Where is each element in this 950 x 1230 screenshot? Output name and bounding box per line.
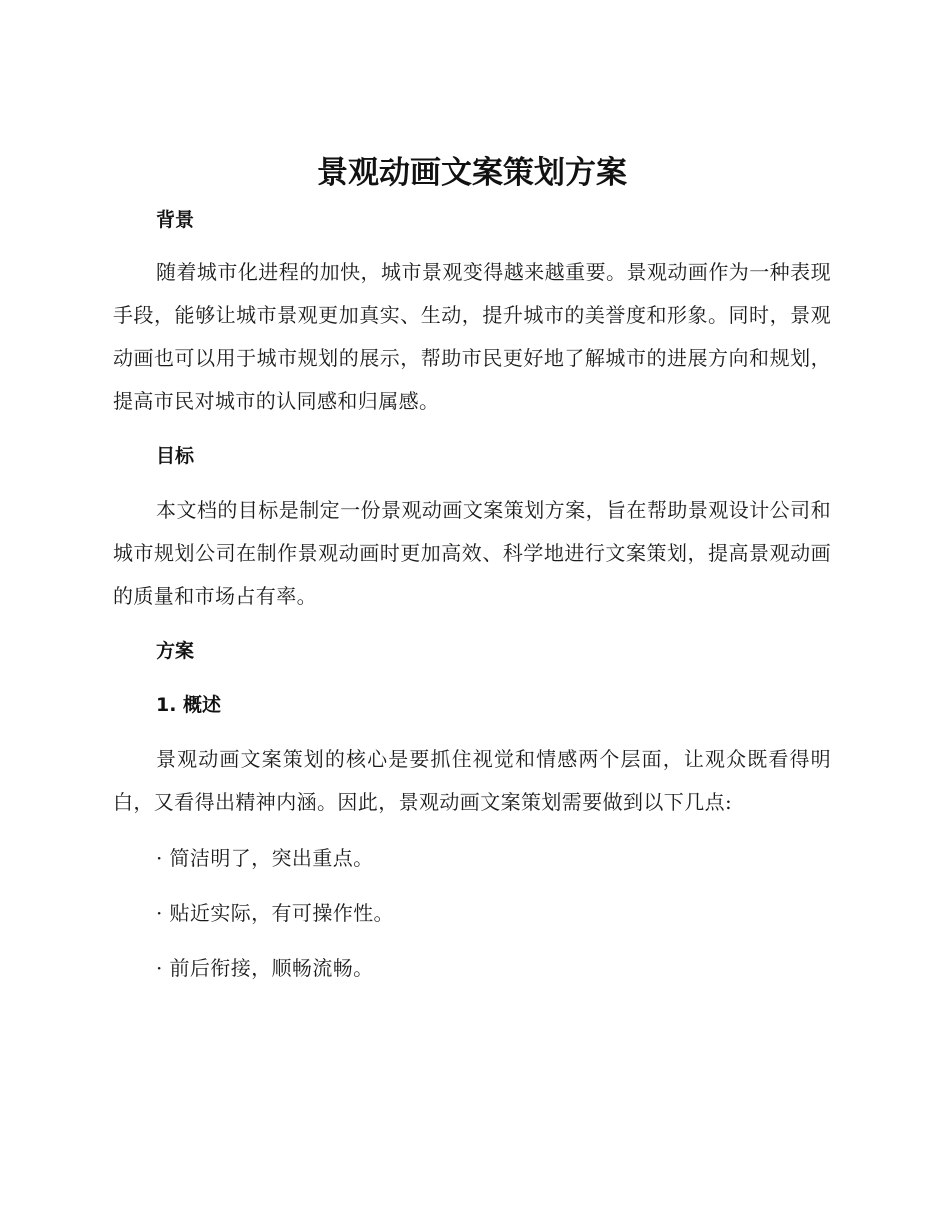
section-heading-background: 背景 bbox=[156, 209, 195, 231]
subsection-heading-overview: 1. 概述 bbox=[156, 694, 222, 716]
goal-paragraph: 本文档的目标是制定一份景观动画文案策划方案，旨在帮助景观设计公司和城市规划公司在制作景观动画时更加高效、科学地进行文案策划，提高景观动画的质量和市场占有率。 bbox=[113, 498, 831, 608]
section-heading-plan: 方案 bbox=[156, 640, 195, 662]
document-title: 景观动画文案策划方案 bbox=[317, 155, 627, 191]
bullet-item: · 前后衔接，顺畅流畅。 bbox=[156, 956, 374, 980]
background-paragraph: 随着城市化进程的加快，城市景观变得越来越重要。景观动画作为一种表现手段，能够让城市景观更加真实、生动，提升城市的美誉度和形象。同时，景观动画也可以用于城市规划的展示，帮助市民更好地了解城市的进展方向和规划，提高市民对城市的认同感和归属感。 bbox=[113, 260, 831, 413]
bullet-item: · 贴近实际，有可操作性。 bbox=[156, 901, 394, 925]
bullet-item: · 简洁明了，突出重点。 bbox=[156, 846, 374, 870]
overview-paragraph: 景观动画文案策划的核心是要抓住视觉和情感两个层面，让观众既看得明白，又看得出精神内涵。因此，景观动画文案策划需要做到以下几点: bbox=[113, 747, 831, 814]
section-heading-goal: 目标 bbox=[156, 445, 195, 467]
